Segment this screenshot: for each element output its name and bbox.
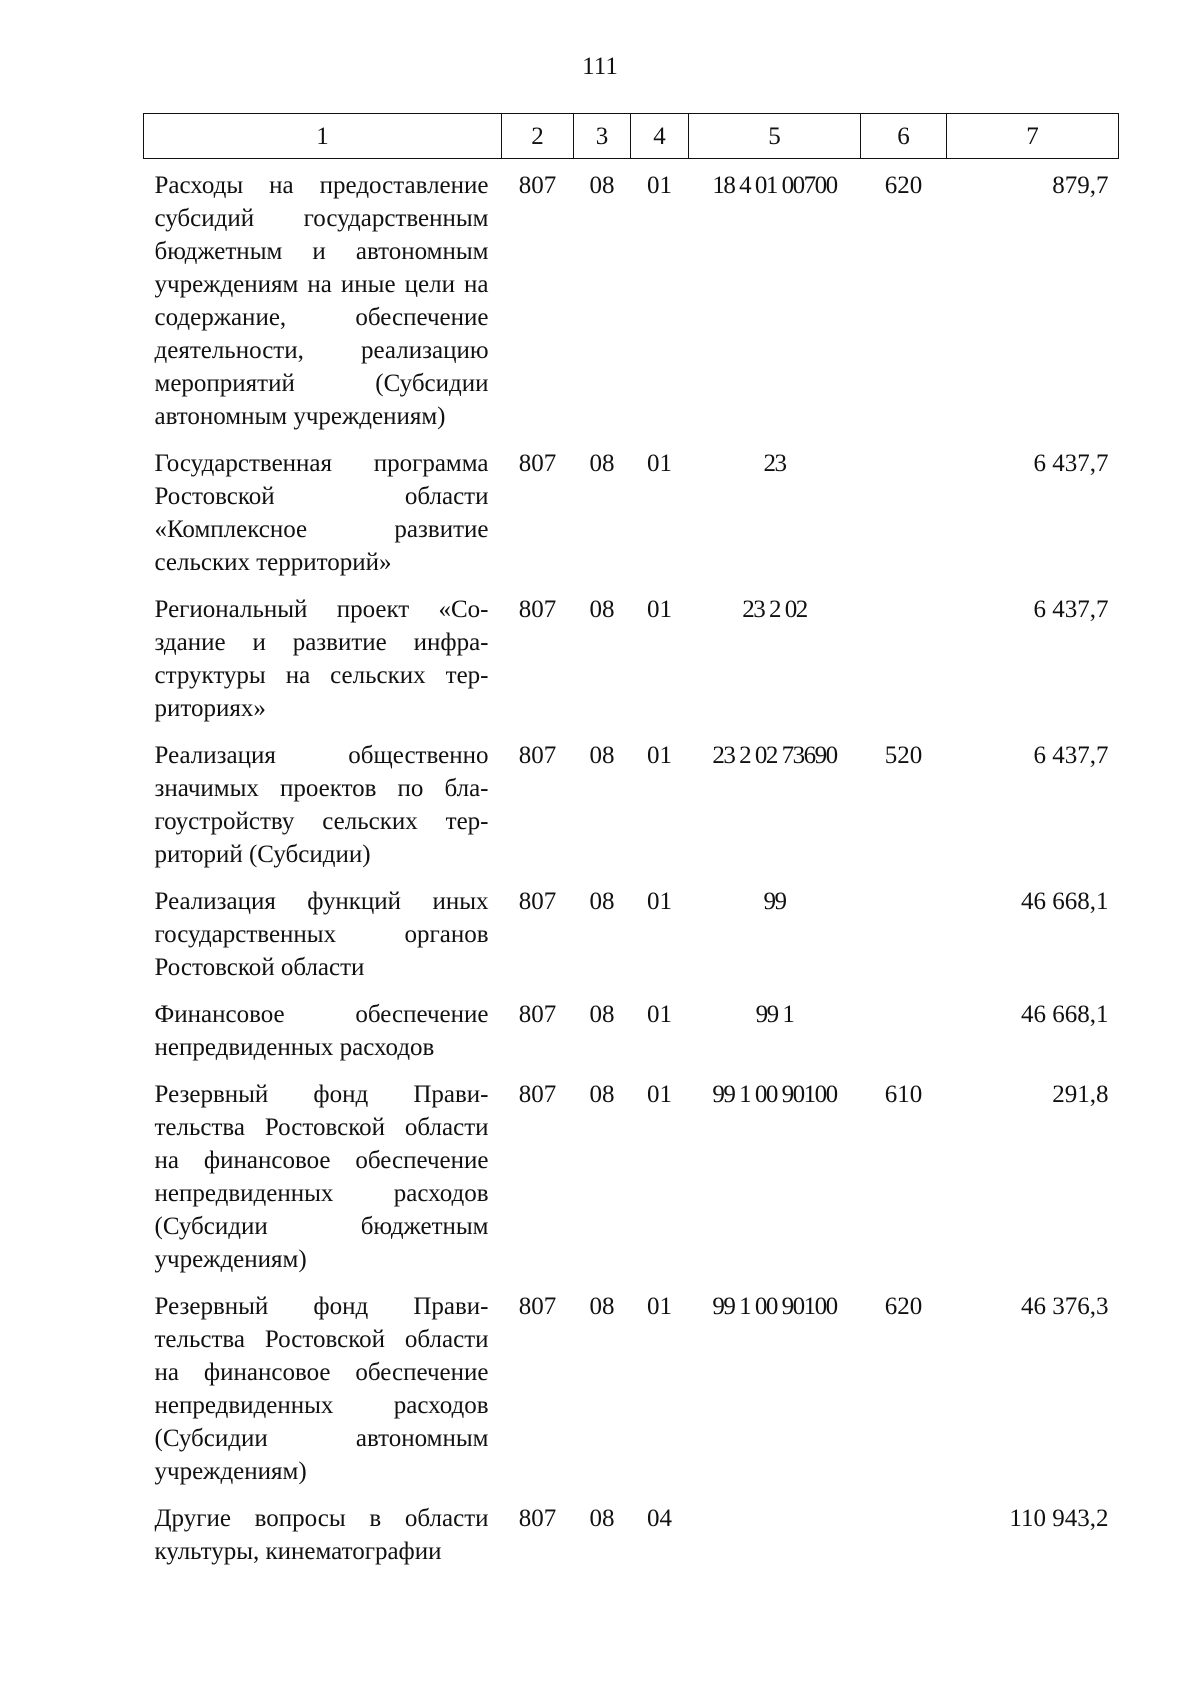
target-article-code: 99 1 00 90100 xyxy=(712,1081,837,1108)
section-code: 08 xyxy=(589,1293,615,1320)
target-article-code: 23 2 02 xyxy=(742,596,807,623)
target-article-code: 99 1 00 90100 xyxy=(712,1293,837,1320)
amount: 110 943,2 xyxy=(1009,1505,1109,1532)
expense-type-code: 620 xyxy=(884,172,923,199)
subsection-code: 01 xyxy=(647,1293,672,1320)
row-description: Резервный фонд Правительства Ростовской области на финансовое обеспечение непредвиденных расходов (Субсидии бюджетным учреждениям) xyxy=(154,1081,489,1273)
header-col-4: 4 xyxy=(631,114,689,159)
header-col-1: 1 xyxy=(144,114,502,159)
ministry-code: 807 xyxy=(518,450,557,477)
target-article-code: 99 xyxy=(763,888,786,915)
header-col-2: 2 xyxy=(502,114,574,159)
section-code: 08 xyxy=(589,450,615,477)
row-description: Финансовое обеспечение непредвиденных расходов xyxy=(154,1001,489,1061)
table-body xyxy=(144,159,1119,1575)
section-code: 08 xyxy=(589,1505,615,1532)
target-article-code: 18 4 01 00700 xyxy=(712,172,837,199)
subsection-code: 01 xyxy=(647,742,672,769)
page-number: 111 xyxy=(582,53,618,80)
amount: 46 668,1 xyxy=(1021,1001,1109,1028)
expense-type-code: 620 xyxy=(884,1293,923,1320)
subsection-code: 01 xyxy=(647,1001,672,1028)
section-code: 08 xyxy=(589,172,615,199)
amount: 879,7 xyxy=(1052,172,1109,199)
row-description: Реализация общественно значимых проектов по благоустройству сельских территорий (Субсидии) xyxy=(154,742,489,868)
table-row xyxy=(144,990,1119,1070)
row-description: Расходы на предоставление субсидий государственным бюджетным и автономным учреждениям на иные цели на содержание, обеспечение деятельности, реализацию мероприятий (Субсидии автономным учреждениям) xyxy=(154,172,489,430)
table-header xyxy=(144,114,1119,159)
target-article-code xyxy=(689,1494,861,1574)
table-row xyxy=(144,159,1119,440)
expense-type-code: 520 xyxy=(884,742,923,769)
ministry-code: 807 xyxy=(518,888,557,915)
ministry-code: 807 xyxy=(518,1293,557,1320)
amount: 291,8 xyxy=(1052,1081,1109,1108)
ministry-code: 807 xyxy=(518,172,557,199)
subsection-code: 01 xyxy=(647,596,672,623)
subsection-code: 04 xyxy=(647,1505,672,1532)
row-description: Резервный фонд Правительства Ростовской области на финансовое обеспечение непредвиденных расходов (Субсидии автономным учреждениям) xyxy=(154,1293,489,1485)
subsection-code: 01 xyxy=(647,1081,672,1108)
section-code: 08 xyxy=(589,742,615,769)
expense-type-code xyxy=(861,990,947,1070)
ministry-code: 807 xyxy=(518,742,557,769)
header-row xyxy=(144,114,1119,159)
target-article-code: 99 1 xyxy=(755,1001,794,1028)
table-row xyxy=(144,877,1119,990)
expense-type-code xyxy=(861,1494,947,1574)
section-code: 08 xyxy=(589,596,615,623)
expense-type-code: 610 xyxy=(884,1081,923,1108)
amount: 46 668,1 xyxy=(1021,888,1109,915)
subsection-code: 01 xyxy=(647,172,672,199)
row-description: Реализация функций иных государственных органов Ростовской области xyxy=(154,888,489,981)
row-description: Государственная программа Ростовской области «Комплексное развитие сельских территорий» xyxy=(154,450,489,576)
table-row xyxy=(144,439,1119,585)
section-code: 08 xyxy=(589,888,615,915)
budget-table xyxy=(143,113,1119,1574)
ministry-code: 807 xyxy=(518,1505,557,1532)
row-description: Региональный проект «Создание и развитие инфраструктуры на сельских территориях» xyxy=(154,596,489,722)
ministry-code: 807 xyxy=(518,1001,557,1028)
header-col-7: 7 xyxy=(947,114,1119,159)
amount: 46 376,3 xyxy=(1021,1293,1109,1320)
amount: 6 437,7 xyxy=(1033,596,1109,623)
header-col-5: 5 xyxy=(689,114,861,159)
table-row xyxy=(144,1282,1119,1494)
expense-type-code xyxy=(861,877,947,990)
subsection-code: 01 xyxy=(647,888,672,915)
amount: 6 437,7 xyxy=(1033,450,1109,477)
expense-type-code xyxy=(861,585,947,731)
table-row xyxy=(144,1070,1119,1282)
table-row xyxy=(144,1494,1119,1574)
target-article-code: 23 xyxy=(763,450,786,477)
table-row xyxy=(144,585,1119,731)
header-col-3: 3 xyxy=(574,114,631,159)
subsection-code: 01 xyxy=(647,450,672,477)
target-article-code: 23 2 02 73690 xyxy=(712,742,837,769)
amount: 6 437,7 xyxy=(1033,742,1109,769)
section-code: 08 xyxy=(589,1001,615,1028)
ministry-code: 807 xyxy=(518,1081,557,1108)
row-description: Другие вопросы в области культуры, кинематографии xyxy=(154,1505,489,1565)
table-row xyxy=(144,731,1119,877)
ministry-code: 807 xyxy=(518,596,557,623)
header-col-6: 6 xyxy=(861,114,947,159)
section-code: 08 xyxy=(589,1081,615,1108)
expense-type-code xyxy=(861,439,947,585)
